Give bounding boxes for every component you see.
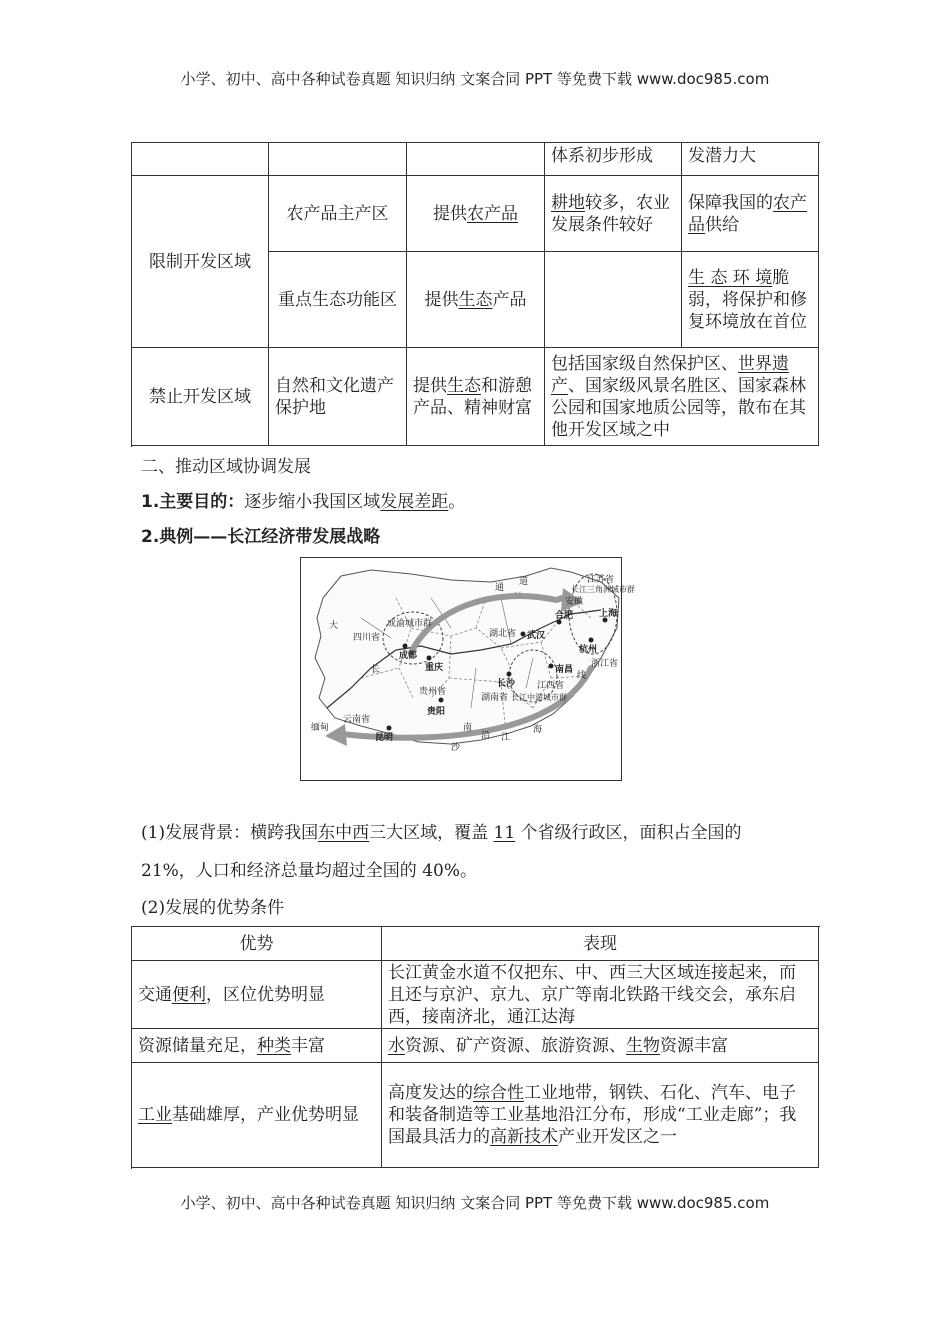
map-label-nan: 南 [463,723,473,733]
map-label-jiangsu: 江苏省 [587,575,615,585]
map-label-hubei: 湖北省 [489,629,517,639]
map-label-yrd-cluster: 长江三角洲城市群 [571,585,635,594]
map-label-hefei: 合肥 [555,611,574,621]
map-label-middle-cluster: 长江中游城市群 [511,693,567,702]
map-label-nanchang: 南昌 [555,665,574,675]
map-label-changsha: 长沙 [497,679,516,689]
prohibited-zone-function: 提供生态和游憩产品、精神财富 [407,348,545,446]
map-label-yan: 沿 [481,731,491,741]
map-label-hunan: 湖南省 [481,693,509,703]
t2-r1-manifestation: 长江黄金水道不仅把东、中、西三大区域连接起来，而且还与京沪、京九、京广等南北铁路干线交会，承东启西，接南济北，通江达海 [382,961,819,1029]
t2-r1-advantage: 交通便利，区位优势明显 [132,961,382,1029]
ag-zone-type: 农产品主产区 [269,176,407,252]
map-label-myanmar: 缅甸 [311,723,330,733]
t2-header-manifestation: 表现 [382,927,819,961]
map-label-guizhou: 贵州省 [419,687,447,697]
map-label-shanghai: 上海 [599,609,618,619]
t2-r3-advantage: 工业基础雄厚，产业优势明显 [132,1063,382,1168]
map-label-yunnan: 云南省 [343,715,371,725]
city-dot-wuhan [521,632,526,637]
t2-r3-manifestation: 高度发达的综合性工业地带，钢铁、石化、汽车、电子和装备制造等工业基地沿江分布，形成“工业走廊”；我国最具活力的高新技术产业开发区之一 [382,1063,819,1168]
prohibited-zone-description: 包括国家级自然保护区、世界遗产、国家级风景名胜区、国家森林公园和国家地质公园等，散布在其他开发区域之中 [545,348,819,446]
map-label-da: 大 [329,621,339,631]
t2-header-advantage: 优势 [132,927,382,961]
t1-r0-c2 [269,143,407,176]
yangtze-economic-belt-map [300,557,635,781]
map-label-anhui: 安徽 [565,597,584,607]
map-label-guiyang: 贵阳 [427,707,446,717]
prohibited-zone-type: 自然和文化遗产保护地 [269,348,407,446]
background-line-1: (1)发展背景：横跨我国东中西三大区域，覆盖 11 个省级行政区，面积占全国的 [141,823,742,843]
map-label-chengyu: 成渝城市群 [387,619,433,629]
map-label-chongqing: 重庆 [425,663,444,673]
eco-zone-requirement: 生 态 环 境脆弱，将保护和修复环境放在首位 [682,252,819,348]
city-dot-guiyang [439,698,444,703]
t2-r2-manifestation: 水资源、矿产资源、旅游资源、生物资源丰富 [382,1029,819,1063]
point-1: 1.主要目的：逐步缩小我国区域发展差距。 [141,492,466,512]
t2-r2-advantage: 资源储量充足，种类丰富 [132,1029,382,1063]
map-label-tong: 通 [495,583,505,593]
t1-r0-c3 [407,143,545,176]
map-label-chengdu: 成都 [399,651,418,661]
eco-zone-condition [545,252,682,348]
point-2-title: 2.典例——长江经济带发展战略 [141,527,381,547]
map-label-sha: 沙 [451,743,461,753]
background-line-2: 21%，人口和经济总量均超过全国的 40%。 [141,861,477,881]
development-zones-table [131,142,820,447]
map-label-dao: 道 [519,577,529,587]
map-label-jiangxi: 江西省 [537,681,565,691]
map-label-xian: 线 [577,671,587,681]
advantages-title: (2)发展的优势条件 [141,898,285,918]
city-dot-nanchang [549,664,554,669]
advantages-table [131,926,820,1169]
map-label-chang: 长 [371,665,381,675]
map-label-zhejiang: 浙江省 [591,659,619,669]
section-title: 二、推动区域协调发展 [141,457,311,477]
map-label-hangzhou: 杭州 [579,645,598,655]
map-label-wuhan: 武汉 [527,631,546,641]
ag-zone-condition: 耕地较多，农业发展条件较好 [545,176,682,252]
eco-zone-function: 提供生态产品 [407,252,545,348]
map-label-jiang: 江 [501,733,511,743]
page-header: 小学、初中、高中各种试卷真题 知识归纳 文案合同 PPT 等免费下载 www.doc985.com [180,70,770,88]
eco-zone-type: 重点生态功能区 [269,252,407,348]
map-label-hai: 海 [533,725,543,735]
t1-r0-c1 [132,143,269,176]
map-label-sichuan: 四川省 [353,633,381,643]
prohibited-zone-label: 禁止开发区域 [132,348,269,446]
t1-r0-c4: 体系初步形成 [545,143,682,176]
ag-zone-function: 提供农产品 [407,176,545,252]
ag-zone-requirement: 保障我国的农产品供给 [682,176,819,252]
map-label-kunming: 昆明 [375,733,394,743]
t1-r0-c5: 发潜力大 [682,143,819,176]
page-footer: 小学、初中、高中各种试卷真题 知识归纳 文案合同 PPT 等免费下载 www.doc985.com [180,1194,770,1212]
restricted-zone-label: 限制开发区域 [132,176,269,348]
